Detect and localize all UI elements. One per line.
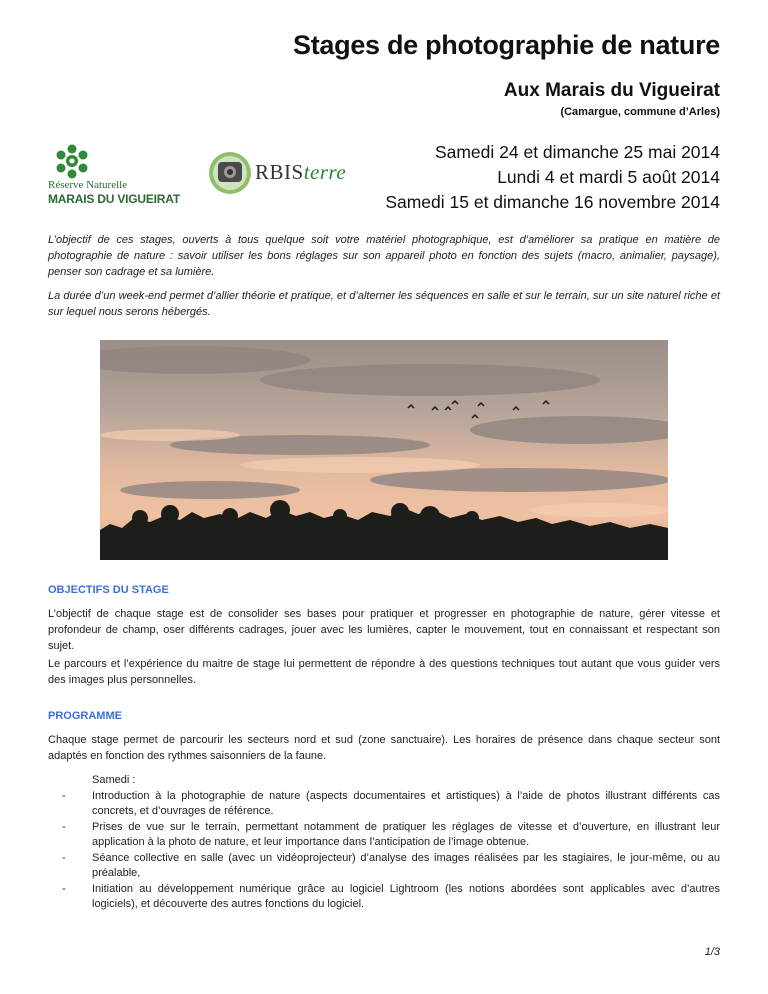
intro-paragraph-1: L’objectif de ces stages, ouverts à tous quelque soit votre matériel photographique, est d’améliorer sa pratique en matière de photographie de nature : savoir utiliser les bons réglages sur son appareil photo en fonction des sujets (macro, animalier, paysage), penser son cadrage et sa lumière.	[48, 234, 720, 278]
list-item	[62, 851, 720, 882]
orbisterre-logo	[207, 148, 357, 200]
list-item-text: Séance collective en salle (avec un vidéoprojecteur) d’analyse des images réalisées par les stagiaires, le jour-même, ou au préalable,	[92, 851, 720, 879]
list-item-text: Introduction à la photographie de nature (aspects documentaires et artistiques) à l’aide de photos illustrant différents cas concrets, et d’ouvrages de référence.	[92, 789, 720, 817]
reserve-logo-line2: MARAIS DU VIGUEIRAT	[48, 192, 180, 206]
orbisterre-italic: terre	[303, 160, 347, 184]
programme-paragraph-1: Chaque stage permet de parcourir les secteurs nord et sud (zone sanctuaire). Les horaires de présence dans chaque secteur sont adaptés en fonction des rythmes saisonniers de la faune.	[48, 734, 720, 762]
list-day-label	[62, 773, 720, 789]
location-note: (Camargue, commune d’Arles)	[560, 106, 720, 118]
section-heading-objectifs: OBJECTIFS DU STAGE	[48, 584, 169, 596]
programme-list	[62, 773, 720, 913]
reserve-naturelle-logo	[46, 143, 196, 206]
list-item-text: Initiation au développement numérique grâce au logiciel Lightroom (les notions abordées sont applicables avec d’autres logiciels), et découverte des autres fonctions du logiciel.	[92, 882, 720, 910]
list-item	[62, 820, 720, 851]
intro-paragraph-2: La durée d’un week-end permet d’allier théorie et pratique, et d’alterner les séquences en salle et sur le terrain, sur un site naturel riche et sur lequel nous serons hébergés.	[48, 290, 720, 318]
date-line: Samedi 24 et dimanche 25 mai 2014	[434, 142, 720, 162]
day-label-text: Samedi :	[92, 774, 136, 786]
objectifs-paragraph-2: Le parcours et l’expérience du maitre de stage lui permettent de répondre à des questions techniques tout autant que vous guider vers des images plus personnelles.	[48, 658, 720, 686]
date-line: Lundi 4 et mardi 5 août 2014	[497, 167, 720, 187]
page-subtitle: Aux Marais du Vigueirat	[503, 80, 720, 101]
orbisterre-wordmark	[255, 160, 346, 185]
dates-block	[385, 140, 720, 215]
list-item	[62, 789, 720, 820]
bullet-dash: -	[62, 851, 66, 864]
list-item	[62, 882, 720, 913]
list-item-text: Prises de vue sur le terrain, permettant notamment de pratiquer les réglages de vitesse et d’ouverture, en illustrant leur application à la photo de nature, et leur importance dans l’anticipation de l’image obtenue.	[92, 820, 720, 848]
orbisterre-main: RBIS	[255, 160, 304, 184]
reserve-emblem-icon	[52, 143, 92, 179]
page-title: Stages de photographie de nature	[293, 30, 720, 60]
bullet-dash: -	[62, 820, 66, 833]
bullet-dash: -	[62, 882, 66, 895]
bullet-dash: -	[62, 789, 66, 802]
reserve-logo-line1: Réserve Naturelle	[48, 179, 128, 191]
sunset-birds-photo	[100, 340, 668, 560]
date-line: Samedi 15 et dimanche 16 novembre 2014	[385, 192, 720, 212]
objectifs-paragraph-1: L’objectif de chaque stage est de consolider ses bases pour pratiquer et progresser en photographie de nature, gérer vitesse et profondeur de champ, oser différents cadrages, jouer avec les lumières, capter le mouvement, tout en connaissant et respectant son sujet.	[48, 608, 720, 652]
section-heading-programme: PROGRAMME	[48, 710, 122, 722]
orbisterre-globe-icon	[207, 150, 253, 196]
page-number: 1/3	[704, 946, 720, 958]
